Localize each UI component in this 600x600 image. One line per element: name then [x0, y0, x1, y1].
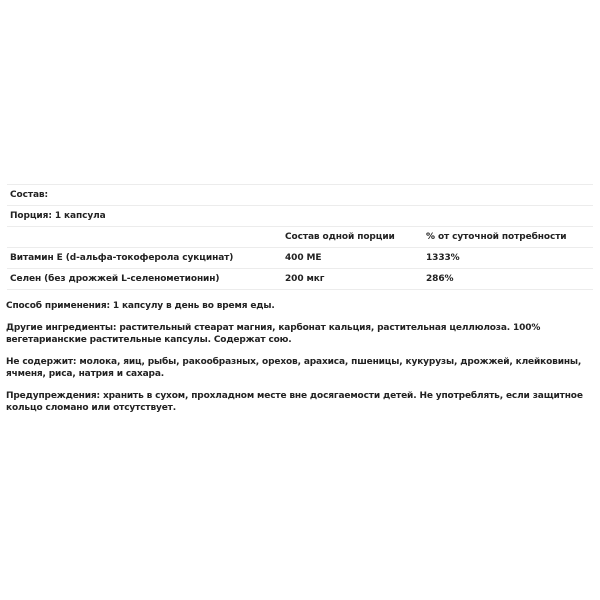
header-name: [7, 227, 282, 248]
table-row: [7, 248, 593, 269]
header-amount: Состав одной порции: [282, 227, 423, 248]
usage-text: Способ применения: 1 капсулу в день во время еды.: [6, 301, 275, 311]
table-row: [7, 269, 593, 290]
composition-title: Состав:: [7, 185, 593, 206]
nutrient-daily-value: 1333%: [423, 248, 593, 269]
serving-size: Порция: 1 капсула: [7, 206, 593, 227]
product-notes: [6, 300, 586, 424]
nutrient-amount: 400 МЕ: [282, 248, 423, 269]
nutrient-amount: 200 мкг: [282, 269, 423, 290]
nutrient-daily-value: 286%: [423, 269, 593, 290]
other-ingredients-text: Другие ингредиенты: растительный стеарат магния, карбонат кальция, растительная целлюлоза. 100% вегетарианские растительные капсулы. Содержат сою.: [6, 323, 541, 345]
composition-title-row: [7, 185, 593, 206]
nutrient-name: Витамин E (d-альфа-токоферола сукцинат): [7, 248, 282, 269]
header-daily-value: % от суточной потребности: [423, 227, 593, 248]
nutrient-name: Селен (без дрожжей L-селенометионин): [7, 269, 282, 290]
table-header-row: [7, 227, 593, 248]
warnings-text: Предупреждения: хранить в сухом, прохладном месте вне досягаемости детей. Не употреблять, если защитное кольцо сломано или отсутствует.: [6, 391, 583, 413]
composition-table: [7, 184, 593, 290]
free-of-text: Не содержит: молока, яиц, рыбы, ракообразных, орехов, арахиса, пшеницы, кукурузы, дрожжей, клейковины, ячменя, риса, натрия и сахара.: [6, 357, 582, 379]
serving-row: [7, 206, 593, 227]
